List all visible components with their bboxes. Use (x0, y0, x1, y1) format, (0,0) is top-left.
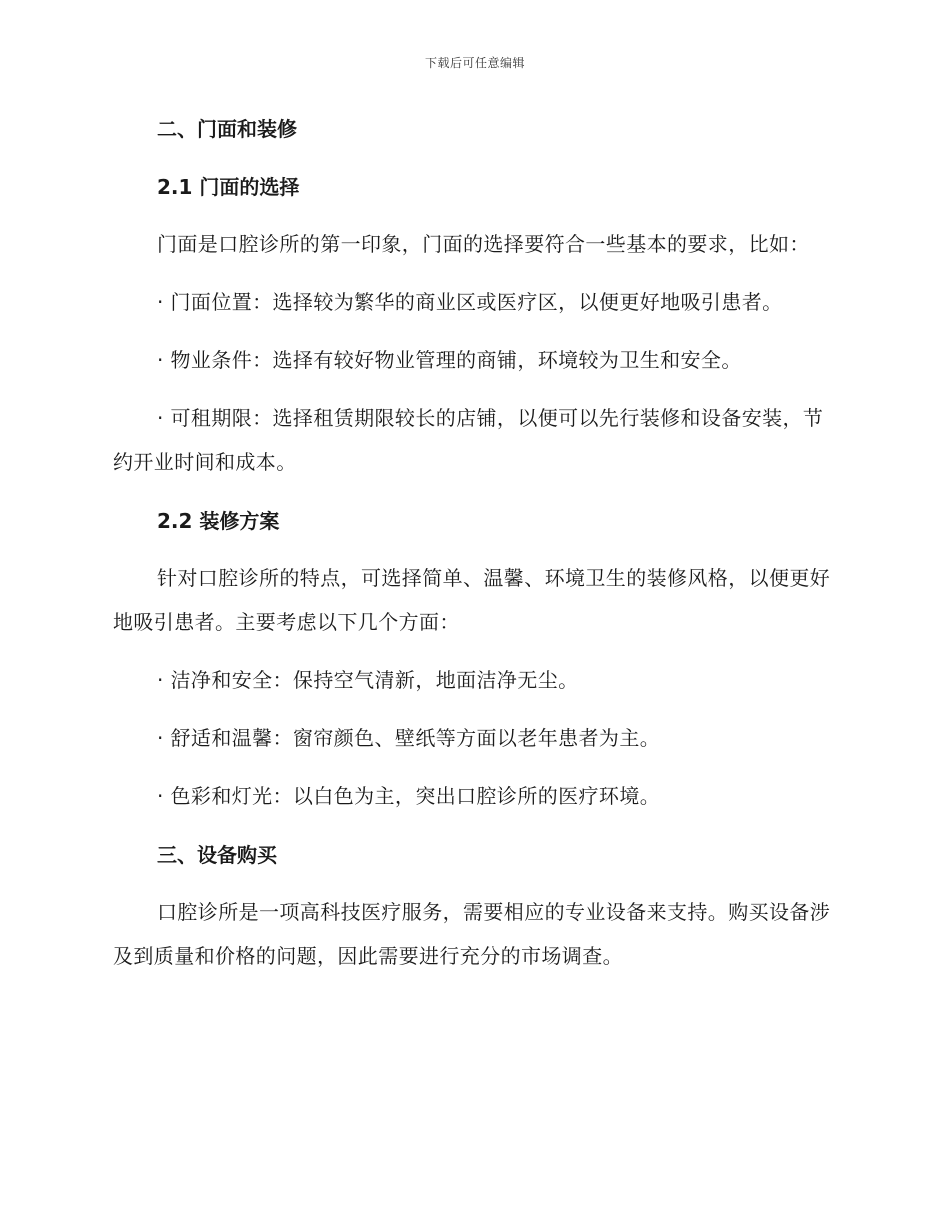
document-body (113, 106, 833, 978)
bullet-item: · 可租期限：选择租赁期限较长的店铺，以便可以先行装修和设备安装，节约开业时间和成本。 (113, 406, 824, 474)
paragraph: 针对口腔诊所的特点，可选择简单、温馨、环境卫生的装修风格，以便更好地吸引患者。主要考虑以下几个方面： (113, 566, 831, 634)
paragraph: 门面是口腔诊所的第一印象，门面的选择要符合一些基本的要求，比如： (157, 232, 810, 256)
section-heading: 二、门面和装修 (157, 117, 297, 141)
paragraph: 口腔诊所是一项高科技医疗服务，需要相应的专业设备来支持。购买设备涉及到质量和价格的问题，因此需要进行充分的市场调查。 (113, 900, 831, 968)
bullet-item: · 物业条件：选择有较好物业管理的商铺，环境较为卫生和安全。 (157, 348, 742, 372)
bullet-item: · 色彩和灯光：以白色为主，突出口腔诊所的医疗环境。 (157, 784, 661, 808)
bullet-item: · 洁净和安全：保持空气清新，地面洁净无尘。 (157, 668, 579, 692)
bullet-item: · 舒适和温馨：窗帘颜色、壁纸等方面以老年患者为主。 (157, 726, 661, 750)
subsection-heading: 2.2 装修方案 (157, 509, 280, 533)
section-heading: 三、设备购买 (157, 843, 277, 867)
page-header: 下载后可任意编辑 (424, 56, 525, 70)
subsection-heading: 2.1 门面的选择 (157, 175, 300, 199)
bullet-item: · 门面位置：选择较为繁华的商业区或医疗区，以便更好地吸引患者。 (157, 290, 783, 314)
